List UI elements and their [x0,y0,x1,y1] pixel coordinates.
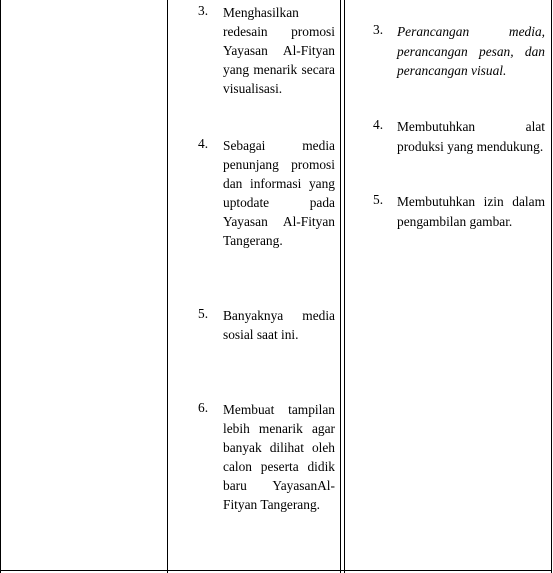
list-item-text: Menghasilkan redesain promosi Yayasan Al-Fityan yang menarik secara visualisasi. [223,5,335,96]
list-item-text: Membutuhkan alat produksi yang mendukung. [397,119,545,154]
column-divider-3 [344,0,345,573]
list-item-number: 4. [373,117,384,132]
table-border-left [0,0,1,573]
list-item-text: Banyaknya media sosial saat ini. [223,308,335,342]
list-item-number: 3. [373,22,384,37]
list-item-text: Perancangan media, perancangan pesan, dan perancangan visual. [397,24,545,78]
table-border-bottom [0,570,552,571]
list-item-number: 4. [198,136,209,151]
list-item-number: 5. [373,192,384,207]
table-border-right [551,0,552,573]
column-divider-2 [340,0,341,573]
column-divider-1 [167,0,168,573]
list-item-text: Sebagai media penunjang promosi dan informasi yang uptodate pada Yayasan Al-Fityan Tangerang. [223,138,335,248]
list-item-text: Membuat tampilan lebih menarik agar banyak dilihat oleh calon peserta didik baru YayasanAl-Fityan Tangerang. [223,402,335,512]
list-item-number: 3. [198,3,209,18]
list-item-number: 6. [198,400,209,415]
list-item-number: 5. [198,306,209,321]
list-item-text: Membutuhkan izin dalam pengambilan gambar. [397,194,545,229]
